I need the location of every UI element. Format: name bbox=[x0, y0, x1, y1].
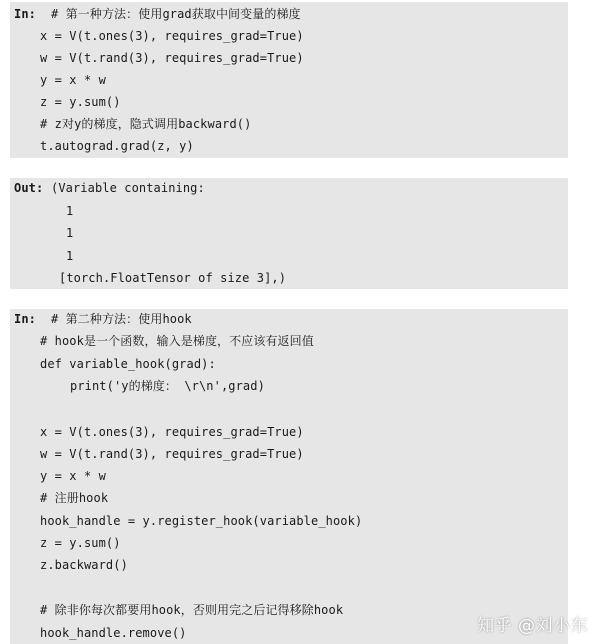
code-line: w = V(t.rand(3), requires_grad=True) bbox=[40, 51, 304, 65]
watermark-text: 知乎 @刘小东 bbox=[477, 616, 588, 636]
code-line: t.autograd.grad(z, y) bbox=[40, 139, 194, 153]
output-line: 1 bbox=[66, 204, 74, 218]
code-cell-in-1 bbox=[10, 2, 568, 158]
output-line: 1 bbox=[66, 226, 74, 240]
code-line: hook_handle = y.register_hook(variable_hook) bbox=[40, 514, 363, 528]
code-line: print('y的梯度： \r\n',grad) bbox=[70, 379, 265, 393]
code-line: # 第二种方法：使用hook bbox=[51, 312, 192, 326]
code-cell-in-2 bbox=[10, 309, 568, 644]
code-line: w = V(t.rand(3), requires_grad=True) bbox=[40, 447, 304, 461]
code-line: def variable_hook(grad): bbox=[40, 357, 216, 371]
output-line: [torch.FloatTensor of size 3],) bbox=[59, 271, 287, 285]
code-cell-out bbox=[10, 178, 568, 289]
prompt-in-2: In: bbox=[14, 312, 36, 326]
code-line: z = y.sum() bbox=[40, 536, 121, 550]
output-line: (Variable containing: bbox=[51, 181, 205, 195]
code-line: hook_handle.remove() bbox=[40, 626, 187, 640]
code-line: # 第一种方法：使用grad获取中间变量的梯度 bbox=[51, 7, 301, 21]
zhihu-watermark bbox=[477, 611, 588, 636]
code-line: y = x * w bbox=[40, 469, 106, 483]
code-line: z = y.sum() bbox=[40, 95, 121, 109]
prompt-in-1: In: bbox=[14, 7, 36, 21]
code-line: x = V(t.ones(3), requires_grad=True) bbox=[40, 29, 304, 43]
output-line: 1 bbox=[66, 249, 74, 263]
code-line: # z对y的梯度，隐式调用backward() bbox=[40, 117, 252, 131]
code-line: # hook是一个函数，输入是梯度，不应该有返回值 bbox=[40, 334, 314, 348]
code-line: # 注册hook bbox=[40, 491, 109, 505]
code-line: # 除非你每次都要用hook，否则用完之后记得移除hook bbox=[40, 603, 344, 617]
code-line: y = x * w bbox=[40, 73, 106, 87]
code-line: z.backward() bbox=[40, 558, 128, 572]
prompt-out: Out: bbox=[14, 181, 44, 195]
code-line: x = V(t.ones(3), requires_grad=True) bbox=[40, 425, 304, 439]
